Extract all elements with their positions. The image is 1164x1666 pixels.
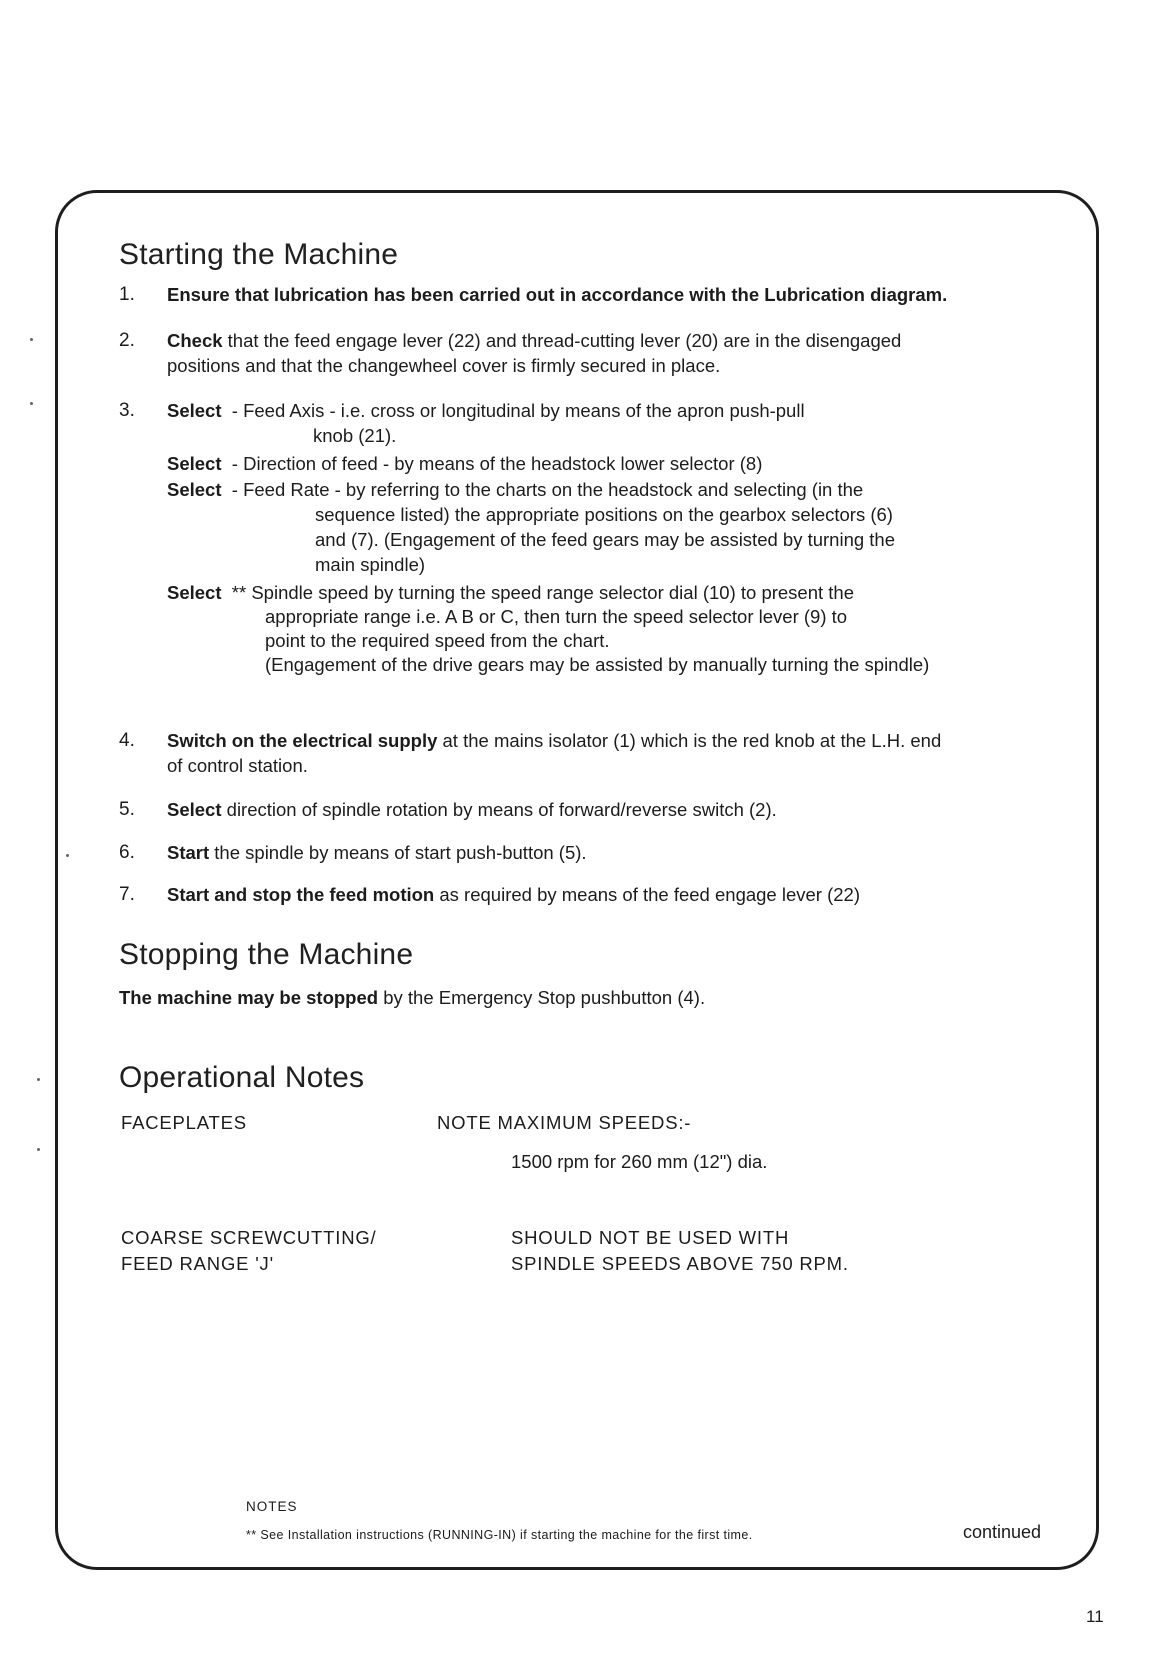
select-continuation: knob (21). bbox=[313, 425, 397, 446]
select-continuation: main spindle) bbox=[315, 554, 426, 575]
select-label: Select bbox=[167, 479, 222, 500]
item-text: that the feed engage lever (22) and thread-cutting lever (20) are in the disengaged bbox=[222, 330, 902, 351]
select-continuation: and (7). (Engagement of the feed gears may be assisted by turning the bbox=[315, 529, 896, 550]
item-number: 2. bbox=[119, 330, 135, 351]
list-item bbox=[167, 330, 901, 352]
section-title-starting: Starting the Machine bbox=[119, 238, 399, 271]
select-label: Select bbox=[167, 400, 222, 421]
stopping-bold-text: The machine may be stopped bbox=[119, 987, 379, 1008]
list-item-continuation: of control station. bbox=[167, 755, 308, 776]
margin-speck bbox=[37, 1148, 40, 1151]
list-item bbox=[167, 842, 587, 864]
faceplates-label: FACEPLATES bbox=[121, 1112, 247, 1133]
select-text: ** Spindle speed by turning the speed range selector dial (10) to present the bbox=[231, 582, 855, 603]
margin-speck bbox=[66, 854, 69, 857]
margin-speck bbox=[37, 1078, 40, 1081]
select-label: Select bbox=[167, 582, 222, 603]
max-speed-value: 1500 rpm for 260 mm (12") dia. bbox=[511, 1151, 768, 1172]
item-bold-text: Check bbox=[167, 330, 223, 351]
section-title-stopping: Stopping the Machine bbox=[119, 938, 414, 971]
coarse-screwcutting-label: COARSE SCREWCUTTING/ bbox=[121, 1227, 377, 1248]
select-text: - Feed Rate - by referring to the charts on the headstock and selecting (in the bbox=[231, 479, 864, 500]
page-border-frame bbox=[55, 190, 1099, 1570]
item-text: the spindle by means of start push-button (5). bbox=[209, 842, 587, 863]
notes-label: NOTES bbox=[246, 1499, 298, 1514]
select-continuation: point to the required speed from the chart. bbox=[265, 630, 610, 651]
list-item bbox=[167, 284, 947, 306]
margin-speck bbox=[30, 338, 33, 341]
item-bold-text: Switch on the electrical supply bbox=[167, 730, 438, 751]
select-text: - Direction of feed - by means of the headstock lower selector (8) bbox=[231, 453, 763, 474]
page-number: 11 bbox=[1086, 1607, 1104, 1626]
item-bold-text: Start bbox=[167, 842, 210, 863]
item-number: 3. bbox=[119, 400, 135, 421]
continued-label: continued bbox=[963, 1522, 1042, 1542]
should-not-text: SHOULD NOT BE USED WITH bbox=[511, 1227, 790, 1248]
list-item bbox=[167, 730, 941, 752]
item-text: as required by means of the feed engage lever (22) bbox=[434, 884, 860, 905]
select-label: Select bbox=[167, 453, 222, 474]
item-text: at the mains isolator (1) which is the red knob at the L.H. end bbox=[437, 730, 942, 751]
select-continuation: appropriate range i.e. A B or C, then turn the speed selector lever (9) to bbox=[265, 606, 848, 627]
item-bold-text: Ensure that lubrication has been carried out in accordance with the Lubrication diagram. bbox=[167, 284, 948, 305]
stopping-plain-text: by the Emergency Stop pushbutton (4). bbox=[378, 987, 706, 1008]
item-number: 4. bbox=[119, 730, 135, 751]
select-text: - Feed Axis - i.e. cross or longitudinal by means of the apron push-pull bbox=[231, 400, 805, 421]
item-bold-text: Start and stop the feed motion bbox=[167, 884, 435, 905]
item-number: 1. bbox=[119, 284, 135, 305]
select-row bbox=[167, 453, 762, 475]
item-number: 7. bbox=[119, 884, 135, 905]
list-item bbox=[167, 884, 860, 906]
select-row bbox=[167, 400, 805, 422]
feed-range-label: FEED RANGE 'J' bbox=[121, 1253, 274, 1274]
item-number: 6. bbox=[119, 842, 135, 863]
section-title-notes: Operational Notes bbox=[119, 1061, 365, 1094]
select-row bbox=[167, 479, 863, 501]
item-number: 5. bbox=[119, 799, 135, 820]
select-continuation: sequence listed) the appropriate positions on the gearbox selectors (6) bbox=[315, 504, 893, 525]
stopping-text bbox=[119, 987, 705, 1009]
item-text: direction of spindle rotation by means of forward/reverse switch (2). bbox=[221, 799, 777, 820]
select-continuation: (Engagement of the drive gears may be assisted by manually turning the spindle) bbox=[265, 654, 930, 675]
select-row bbox=[167, 582, 854, 604]
list-item bbox=[167, 799, 777, 821]
list-item-continuation: positions and that the changewheel cover is firmly secured in place. bbox=[167, 355, 721, 376]
margin-speck bbox=[30, 402, 33, 405]
footnote: ** See Installation instructions (RUNNING-IN) if starting the machine for the first time. bbox=[246, 1528, 753, 1542]
item-bold-text: Select bbox=[167, 799, 222, 820]
spindle-speeds-text: SPINDLE SPEEDS ABOVE 750 RPM. bbox=[511, 1253, 849, 1274]
max-speeds-label: NOTE MAXIMUM SPEEDS:- bbox=[437, 1112, 692, 1133]
